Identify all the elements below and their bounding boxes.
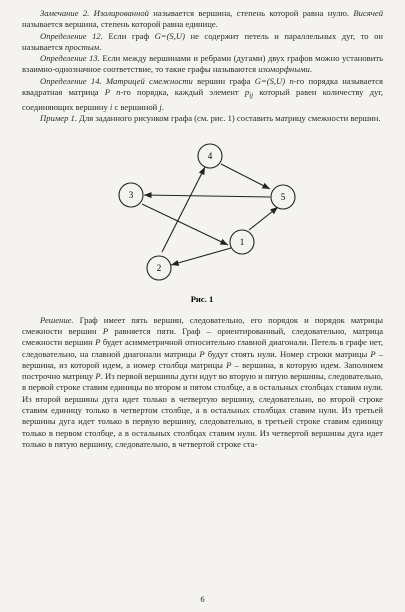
graph-notation: G=(S,U) [254,75,286,86]
node-3-label: 3 [128,189,134,200]
definition-label: Определение 12. [40,30,103,41]
node-4 [198,144,222,168]
example-label: Пример 1. [40,113,77,124]
node-3 [119,183,143,207]
remark-2: Замечание 2. Изолированной называется вершина, степень которой равна нулю. Висячей называется вершина, степень которой равна единице. [22,8,383,30]
edge-4-5 [221,164,270,189]
node-2 [147,256,171,280]
node-2-label: 2 [156,262,162,273]
graph-figure [22,127,383,315]
term-isolated: Изолированной [89,8,149,18]
edge-2-4 [162,167,205,252]
edge-5-3 [144,195,270,197]
node-1 [230,230,254,254]
term-simple: простым [64,41,100,52]
solution: Решение. Граф имеет пять вершин, следовательно, его порядок и порядок матрицы смежности вершин P равняется пяти. Граф – ориентированный, следовательно, матрица смежности вершин P будет асимметричной относительно главной диагонали. Петель в графе нет, следовательно, на главной диагонали матрицы P будут стоять нули. Номер строки матрицы P – вершина, из которой идем, а номер столбца матрицы P – вершина, в которую идем. Заполняем построчно матрицу P. Из первой вершины дуги идут во вторую и пятую вершины, следовательно, в первой строке ставим единицы во втором и пятом столбце, а в остальных столбцах ставим нули. Из второй вершины дуга идет только в четвертую вершину, следовательно, во второй строке ставим единицу только в четвертом столбце, а в остальных столбцах ставим нули. Из третьей вершины дуга идет только в первую вершину, следовательно, в третьей строке ставим единицу только в первом столбце, а в остальных столбцах ставим нули. Из четвертой вершины дуга идет только в пятую вершину, следовательно, в четвертой строке ста- [22,314,384,449]
page-number: 6 [200,594,205,604]
example-1: Пример 1. Для заданного рисунком графа (см. рис. 1) составить матрицу смежности вершин. [40,113,381,124]
definition-12: Определение 12. Если граф G=(S,U) не содержит петель и параллельных дуг, то он называется простым. [22,30,383,52]
definition-14: Определение 14. Матрицей смежности вершин графа G=(S,U) n-го порядка называется квадратная матрица P n-го порядка, каждый элемент $p_{ij}$ который равен количеству дуг, соединяющих вершину i с вершиной j. [22,75,384,113]
term-pendant: Висячей [349,8,383,18]
edge-1-2 [171,248,231,265]
definition-label: Определение 14. [40,75,102,86]
edge-3-1 [142,204,228,245]
term-adjacency-matrix: Матрицей смежности [101,75,193,86]
node-1-label: 1 [239,236,245,247]
node-5-label: 5 [280,191,286,202]
graph-notation: G=(S,U) [154,30,185,41]
definition-label: Определение 13. [40,53,100,64]
remark-label: Замечание 2. [40,8,90,18]
definition-13: Определение 13. Если между вершинами и ребрами (дугами) двух графов можно установить взаимно-однозначное соответствие, то такие графы называются изоморфными. [22,53,383,75]
node-5 [271,185,295,209]
node-4-label: 4 [207,150,213,161]
term-isomorphic: изоморфными [258,64,310,75]
edge-1-5 [249,207,278,230]
solution-label: Решение. [40,314,74,325]
directed-graph [22,127,383,315]
figure-caption: Рис. 1 [190,293,214,304]
